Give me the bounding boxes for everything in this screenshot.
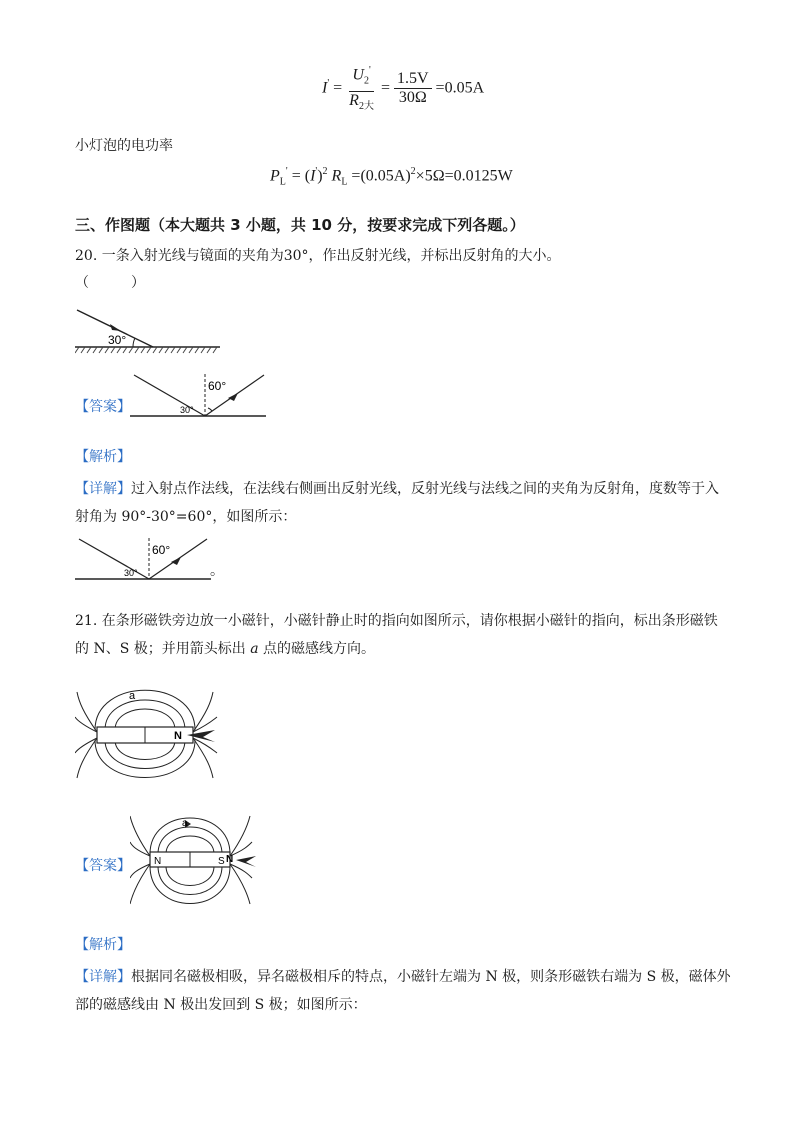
- q20-detail: 【详解】过入射点作法线，在法线右侧画出反射光线，反射光线与法线之间的夹角为反射角，度数等于入 射角为 90°-30°=60°，如图所示：: [75, 481, 719, 525]
- svg-text:60°: 60°: [208, 379, 227, 393]
- fraction-u-over-r: $\frac{U_2'}{R_{2大}}$: [346, 62, 377, 116]
- svg-text:30°: 30°: [180, 405, 194, 415]
- q20-answer-figure: [128, 370, 268, 420]
- q20-detail-figure: [75, 535, 215, 583]
- arrow-icon: [110, 324, 121, 331]
- q20-analysis-tag: 【解析】: [75, 449, 131, 465]
- q21-answer-figure: [130, 802, 260, 922]
- q20-answer-tag: 【答案】: [75, 399, 131, 415]
- q20-detail-tail: 。: [210, 563, 224, 579]
- q20-figure: [75, 300, 225, 356]
- svg-text:30°: 30°: [124, 568, 138, 578]
- q20-text: 20. 一条入射光线与镜面的夹角为30°，作出反射光线，并标出反射角的大小。: [75, 248, 561, 264]
- q20-blank: （ ）: [75, 275, 145, 291]
- q21-magnet-figure: [75, 672, 225, 792]
- formula-power: $P_L' = (I')^2$ $R_L =(0.05A)^2\times 5\Omega=0.0125W$: [270, 166, 513, 188]
- fraction-values: $\frac{1.5V}{30\Omega}$: [394, 70, 432, 107]
- q21-detail: 【详解】根据同名磁极相吸，异名磁极相斥的特点，小磁针左端为 N 极，则条形磁铁右端为 S 极，磁体外 部的磁感线由 N 极出发回到 S 极；如图所示：: [75, 969, 731, 1013]
- q21-answer-tag: 【答案】: [75, 858, 131, 874]
- section-heading: 三、作图题（本大题共 3 小题，共 10 分，按要求完成下列各题。）: [75, 216, 525, 234]
- svg-text:a: a: [129, 690, 136, 702]
- svg-text:N: N: [226, 854, 234, 865]
- svg-text:a: a: [182, 818, 188, 829]
- formula-current: I' = $\frac{U_2'}{R_{2大}}$ = $\frac{1.5V}{30\Omega}$ =0.05A: [322, 62, 484, 116]
- svg-text:S: S: [218, 856, 225, 867]
- svg-text:N: N: [154, 856, 162, 867]
- svg-text:60°: 60°: [152, 543, 171, 557]
- q21-text: 21. 在条形磁铁旁边放一小磁针，小磁针静止时的指向如图所示，请你根据小磁针的指向，标出条形磁铁 的 N、S 极；并用箭头标出 a 点的磁感线方向。: [75, 613, 718, 657]
- angle-label: 30°: [108, 333, 127, 347]
- svg-text:N: N: [174, 730, 182, 742]
- label-bulb-power: 小灯泡的电功率: [75, 138, 173, 154]
- q21-analysis-tag: 【解析】: [75, 937, 131, 953]
